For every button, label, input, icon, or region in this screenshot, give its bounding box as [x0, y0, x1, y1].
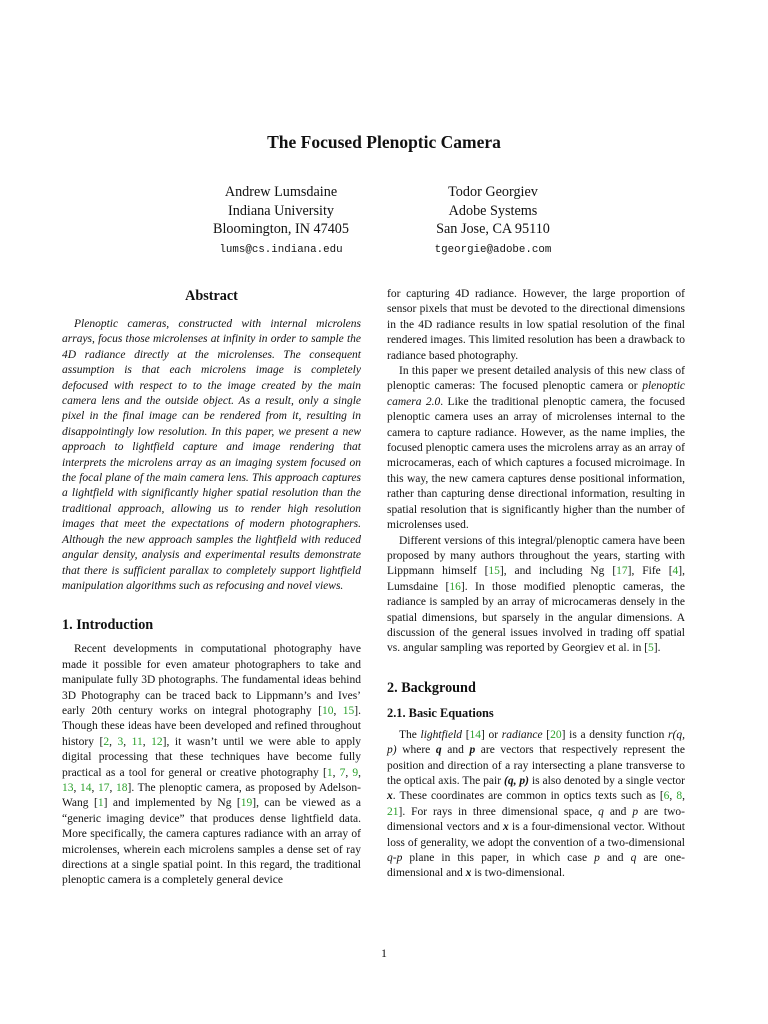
- page-number: 1: [381, 946, 387, 960]
- citation-link[interactable]: 6: [663, 790, 670, 803]
- author-email: lums@cs.indiana.edu: [219, 243, 343, 256]
- citation-link[interactable]: 19: [240, 797, 253, 810]
- math-expression: p: [594, 852, 600, 864]
- section-heading-introduction: 1. Introduction: [62, 617, 154, 634]
- subsection-heading-basic-equations: 2.1. Basic Equations: [387, 705, 494, 720]
- citation-link[interactable]: 11: [131, 735, 143, 748]
- math-expression: p: [632, 805, 639, 818]
- citation-link[interactable]: 15: [488, 565, 500, 578]
- citation-link[interactable]: 14: [80, 781, 92, 794]
- citation-link[interactable]: 17: [616, 565, 628, 578]
- background-paragraph-1: The lightfield [14] or radiance [20] is a density function r(q, p) where q and p are vectors that respectively represent the position and direction of a ray intersecting a plane transverse to the optical axis. The pair (q, p) is also denoted by a single vector x. These coordinates are common in optics texts such as [6, 8, 21]. For rays in three dimensional space, q and p are two-dimensional vectors and x is a four-dimensional vector. Without loss of generality, we adopt the convention of a two-dimensional q-p plane in this paper, in which case p and q are one-dimensional and x is two-dimensional.: [387, 728, 686, 880]
- author-affiliation: Adobe Systems: [448, 202, 538, 219]
- citation-link[interactable]: 13: [62, 781, 74, 794]
- author-affiliation: Indiana University: [228, 202, 334, 219]
- author-address: Bloomington, IN 47405: [213, 221, 349, 238]
- author-email: tgeorgie@adobe.com: [434, 243, 552, 256]
- citation-link[interactable]: 1: [97, 797, 104, 810]
- citation-link[interactable]: 8: [676, 790, 683, 803]
- citation-link[interactable]: 2: [103, 735, 110, 748]
- author-name: Todor Georgiev: [448, 184, 538, 200]
- math-expression: p: [469, 744, 476, 757]
- citation-link[interactable]: 12: [151, 735, 163, 748]
- author-block-2: [380, 183, 606, 258]
- citation-link[interactable]: 9: [352, 766, 359, 779]
- citation-link[interactable]: 15: [342, 704, 355, 717]
- math-expression: x: [387, 790, 393, 803]
- citation-link[interactable]: 17: [98, 781, 110, 794]
- citation-link[interactable]: 16: [449, 580, 461, 593]
- citation-link[interactable]: 3: [117, 735, 124, 748]
- intro-paragraph-3: Different versions of this integral/plenoptic camera have been proposed by many authors throughout the years, starting with Lippmann himself [15], and including Ng [17], Fife [4], Lumsdaine [16]. In those modified plenoptic cameras, the radiance is sampled by an array of microcameras densely in the spatial dimensions, but sparsely in the angular dimensions. A discussion of the general issues involved in trading off spatial vs. angular sampling was reported by Georgiev et al. in [5].: [387, 534, 685, 655]
- math-expression: q: [630, 852, 637, 864]
- citation-link[interactable]: 4: [672, 565, 679, 578]
- math-expression: x: [465, 867, 472, 880]
- intro-paragraph-2: In this paper we present detailed analysis of this new class of plenoptic cameras: The focused plenoptic camera or plenoptic camera 2.0. Like the traditional plenoptic camera, the focused plenoptic camera uses an array of microlenses internal to the camera to capture radiance. However, as the name implies, the focused plenoptic camera uses the microlens array as an array of microcameras, each of which captures a focused microimage. In this way, the new camera captures dense positional information, rather than capturing dense directional information, resulting in spatial resolution that is significantly higher than the number of microlenses used.: [387, 365, 685, 532]
- abstract-text: Plenoptic cameras, constructed with internal microlens arrays, focus those microlenses at infinity in order to sample the 4D radiance directly at the microlenses. The consequent assumption is that each microlens image is completely defocused with respect to to the image created by the main camera lens and the outside object. As a result, only a single pixel in the final image can be rendered from it, resulting in disappointingly low resolution. In this paper, we present a new approach to lightfield capture and image rendering that interprets the microlens array as an imaging system focused on the focal plane of the main camera lens. This approach captures a lightfield with significantly higher spatial resolution than the traditional approach, allowing us to render high resolution images that meet the expectations of modern photographers. Although the new approach samples the lightfield with reduced angular density, analysis and experimental results demonstrate that there is sufficient parallax to completely support lightfield manipulation algorithms such as refocusing and novel views.: [62, 318, 361, 592]
- author-address: San Jose, CA 95110: [436, 221, 550, 238]
- math-expression: q: [598, 805, 604, 818]
- citation-link[interactable]: 10: [321, 704, 334, 717]
- citation-link[interactable]: 18: [116, 781, 128, 794]
- math-expression: q-p: [387, 852, 403, 864]
- math-expression: x: [502, 821, 509, 834]
- author-block-1: [168, 183, 394, 258]
- citation-link[interactable]: 20: [550, 728, 562, 741]
- citation-link[interactable]: 7: [339, 766, 346, 779]
- citation-link[interactable]: 1: [326, 766, 333, 779]
- left-column: [62, 287, 361, 889]
- paper-title: The Focused Plenoptic Camera: [267, 132, 501, 152]
- intro-paragraph-1: Recent developments in computational photography have made it possible for even amateur photographers to take and manipulate fully 3D photographs. The fundamental ideas behind 3D Photography can be traced back to Lippmann’s and Ives’ early 20th century works on integral photography [10, 15]. Though these ideas have been developed and refined throughout history [2, 3, 11, 12], it wasn’t until we were able to apply digital processing that these techniques have become fully practical as a tool for general or creative photography [1, 7, 9, 13, 14, 17, 18]. The plenoptic camera, as proposed by Adelson-Wang [1] and implemented by Ng [19], can be viewed as a “generic imaging device” that produces dense lightfield data. More specifically, the camera captures radiance with an array of microlenses, wherein each microlens samples a dense set of ray directions at a single spatial point. In this regard, the traditional plenoptic camera is a completely general device: [62, 643, 362, 887]
- math-expression: r(q, p): [387, 728, 685, 757]
- abstract-heading: Abstract: [185, 288, 238, 304]
- intro-paragraph-1-continued: for capturing 4D radiance. However, the large proportion of sensor pixels that must be devoted to the directional dimensions in the 4D radiance results in low spatial resolution of the final rendered images. This limited resolution has been a drawback to radiance based photography.: [387, 288, 685, 362]
- math-expression: (q, p): [504, 774, 529, 787]
- math-expression: q: [435, 744, 442, 757]
- citation-link[interactable]: 14: [469, 728, 482, 741]
- citation-link[interactable]: 21: [387, 805, 399, 818]
- citation-link[interactable]: 5: [648, 642, 654, 655]
- section-heading-background: 2. Background: [387, 679, 476, 696]
- right-column: [387, 287, 685, 882]
- author-name: Andrew Lumsdaine: [224, 184, 338, 200]
